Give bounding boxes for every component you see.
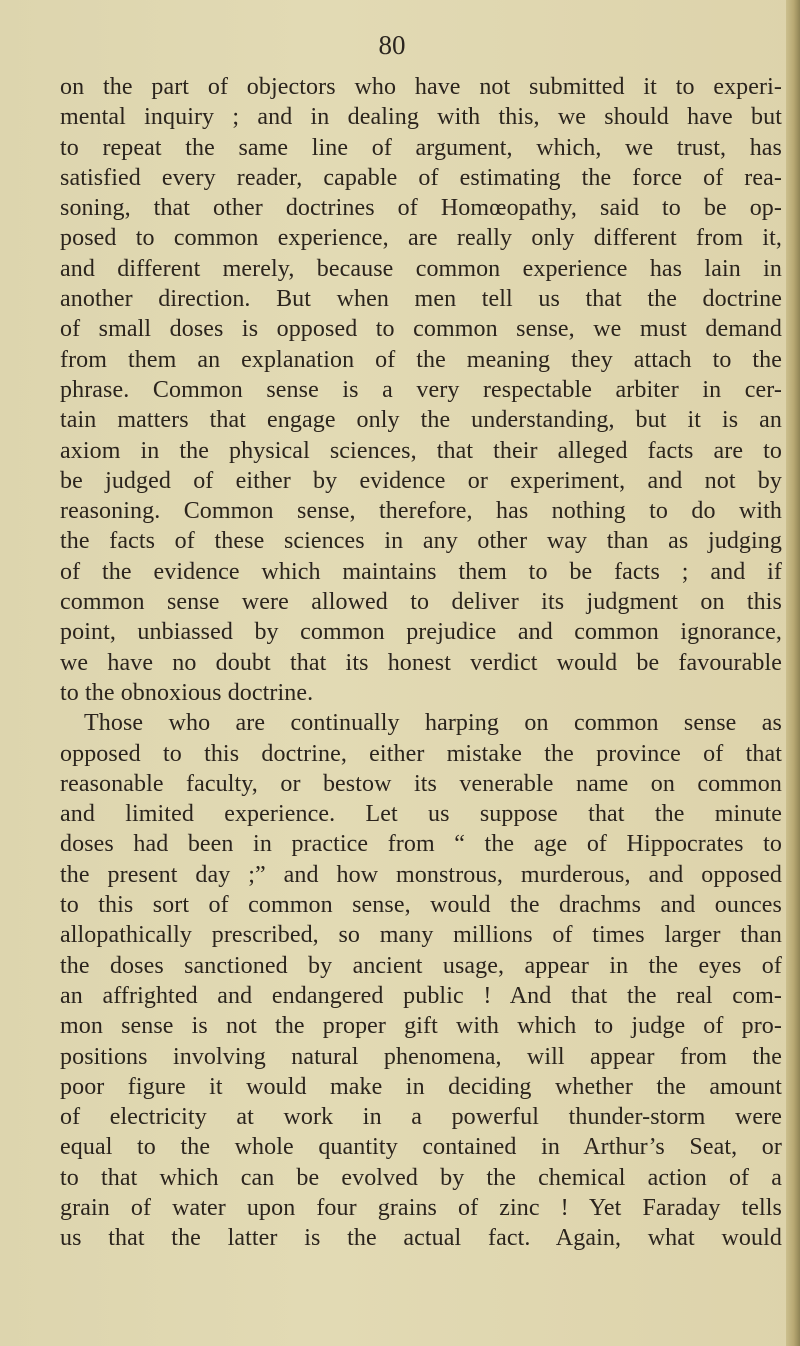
text-line: on the part of objectors who have not submitted it to experi-	[60, 74, 782, 100]
paragraph-end-line: to the obnoxious doctrine.	[60, 679, 314, 706]
text-line: of the evidence which maintains them to be facts ; and if	[60, 558, 782, 585]
text-line: axiom in the physical sciences, that their alleged facts are to	[60, 437, 782, 464]
text-line: to this sort of common sense, would the drachms and ounces	[60, 892, 782, 919]
text-line: another direction. But when men tell us that the doctrine	[60, 286, 782, 313]
text-line: reasonable faculty, or bestow its venerable name on common	[60, 770, 782, 797]
text-line: mon sense is not the proper gift with which to judge of pro-	[60, 1013, 782, 1040]
text-line: opposed to this doctrine, either mistake the province of that	[60, 740, 782, 767]
text-line: reasoning. Common sense, therefore, has nothing to do with	[60, 498, 782, 525]
text-line: tain matters that engage only the understanding, but it is an	[60, 407, 782, 434]
text-line: an affrighted and endangered public ! And that the real com-	[60, 982, 782, 1009]
text-line: satisfied every reader, capable of estimating the force of rea-	[60, 164, 782, 191]
text-line: common sense were allowed to deliver its judgment on this	[60, 589, 782, 616]
page-edge	[786, 0, 800, 1346]
page-number: 80	[378, 30, 406, 60]
text-line: us that the latter is the actual fact. Again, what would	[60, 1225, 782, 1252]
text-line: of small doses is opposed to common sense, we must demand	[60, 316, 782, 343]
text-line: and limited experience. Let us suppose that the minute	[60, 801, 782, 828]
text-line: of electricity at work in a powerful thunder-storm were	[60, 1104, 782, 1131]
text-line: soning, that other doctrines of Homœopathy, said to be op-	[60, 195, 782, 222]
text-line: grain of water upon four grains of zinc ! Yet Faraday tells	[60, 1194, 782, 1221]
text-line: doses had been in practice from “ the age of Hippocrates to	[60, 831, 782, 858]
text-line: to that which can be evolved by the chemical action of a	[60, 1164, 782, 1191]
text-line: point, unbiassed by common prejudice and common ignorance,	[60, 619, 782, 646]
text-line: we have no doubt that its honest verdict would be favourable	[60, 649, 782, 676]
text-line: poor figure it would make in deciding whether the amount	[60, 1073, 782, 1100]
text-line: the present day ;” and how monstrous, murderous, and opposed	[60, 861, 782, 888]
text-line: the facts of these sciences in any other way than as judging	[60, 528, 782, 555]
text-line: be judged of either by evidence or experiment, and not by	[60, 467, 782, 494]
text-line: the doses sanctioned by ancient usage, appear in the eyes of	[60, 952, 782, 979]
text-line: positions involving natural phenomena, will appear from the	[60, 1043, 782, 1070]
text-line: phrase. Common sense is a very respectable arbiter in cer-	[60, 376, 782, 403]
text-line: equal to the whole quantity contained in Arthur’s Seat, or	[60, 1134, 782, 1161]
paragraph-start-line: Those who are continually harping on common sense as	[84, 710, 782, 737]
text-line: from them an explanation of the meaning they attach to the	[60, 346, 782, 373]
text-line: mental inquiry ; and in dealing with this, we should have but	[60, 104, 782, 131]
text-line: allopathically prescribed, so many millions of times larger than	[60, 922, 782, 949]
text-line: posed to common experience, are really only different from it,	[60, 225, 782, 252]
text-line: to repeat the same line of argument, which, we trust, has	[60, 134, 782, 161]
text-line: and different merely, because common experience has lain in	[60, 255, 782, 282]
body-text	[60, 72, 782, 1254]
